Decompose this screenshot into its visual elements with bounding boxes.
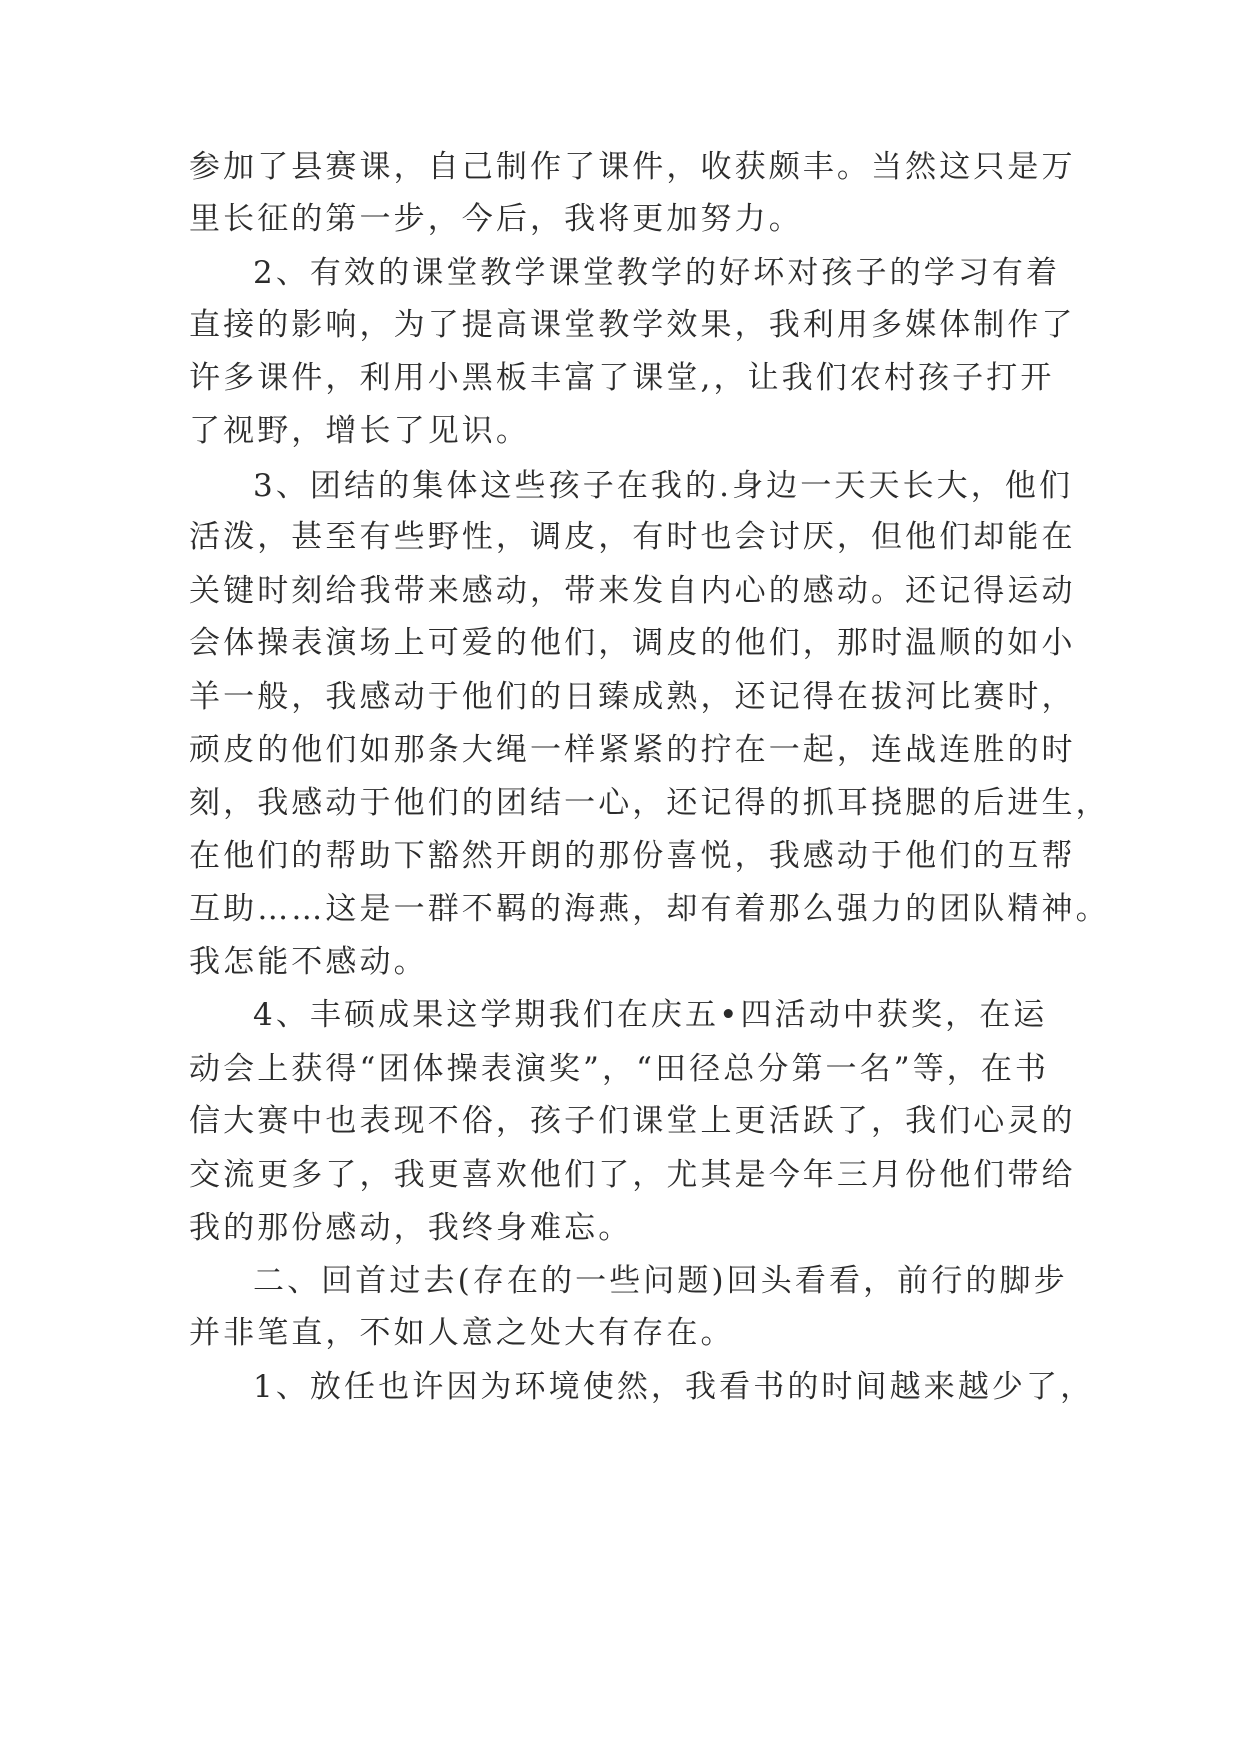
text-line: 顽皮的他们如那条大绳一样紧紧的拧在一起，连战连胜的时 xyxy=(189,732,1076,768)
text-line: 羊一般，我感动于他们的日臻成熟，还记得在拔河比赛时， xyxy=(189,679,1076,715)
text-line: 互助……这是一群不羁的海燕，却有着那么强力的团队精神。 xyxy=(189,891,1110,927)
text-line: 2、有效的课堂教学课堂教学的好坏对孩子的学习有着 xyxy=(253,255,1061,291)
text-line: 二、回首过去(存在的一些问题)回头看看，前行的脚步 xyxy=(253,1263,1068,1299)
text-line: 直接的影响，为了提高课堂教学效果，我利用多媒体制作了 xyxy=(189,307,1076,343)
text-line: 会体操表演场上可爱的他们，调皮的他们，那时温顺的如小 xyxy=(189,625,1076,661)
text-line: 我的那份感动，我终身难忘。 xyxy=(189,1210,633,1246)
text-line: 我怎能不感动。 xyxy=(189,944,428,980)
text-line: 了视野，增长了见识。 xyxy=(189,413,530,449)
text-line: 4、丰硕成果这学期我们在庆五•四活动中获奖，在运 xyxy=(253,997,1048,1033)
text-line: 许多课件，利用小黑板丰富了课堂,，让我们农村孩子打开 xyxy=(189,360,1055,396)
text-line: 动会上获得“团体操表演奖”，“田径总分第一名”等，在书 xyxy=(189,1051,1050,1087)
text-line: 活泼，甚至有些野性，调皮，有时也会讨厌，但他们却能在 xyxy=(189,519,1076,555)
text-line: 并非笔直，不如人意之处大有存在。 xyxy=(189,1315,735,1351)
text-line: 在他们的帮助下豁然开朗的那份喜悦，我感动于他们的互帮 xyxy=(189,838,1076,874)
text-line: 交流更多了，我更喜欢他们了，尤其是今年三月份他们带给 xyxy=(189,1157,1076,1193)
text-line: 3、团结的集体这些孩子在我的.身边一天天长大，他们 xyxy=(253,468,1074,504)
text-line: 1、放任也许因为环境使然，我看书的时间越来越少了， xyxy=(253,1369,1095,1405)
text-line: 刻，我感动于他们的团结一心，还记得的抓耳挠腮的后进生， xyxy=(189,785,1110,821)
text-line: 参加了县赛课，自己制作了课件，收获颇丰。当然这只是万 xyxy=(189,149,1076,185)
text-line: 里长征的第一步，今后，我将更加努力。 xyxy=(189,201,803,237)
text-line: 关键时刻给我带来感动，带来发自内心的感动。还记得运动 xyxy=(189,573,1076,609)
text-line: 信大赛中也表现不俗，孩子们课堂上更活跃了，我们心灵的 xyxy=(189,1103,1076,1139)
